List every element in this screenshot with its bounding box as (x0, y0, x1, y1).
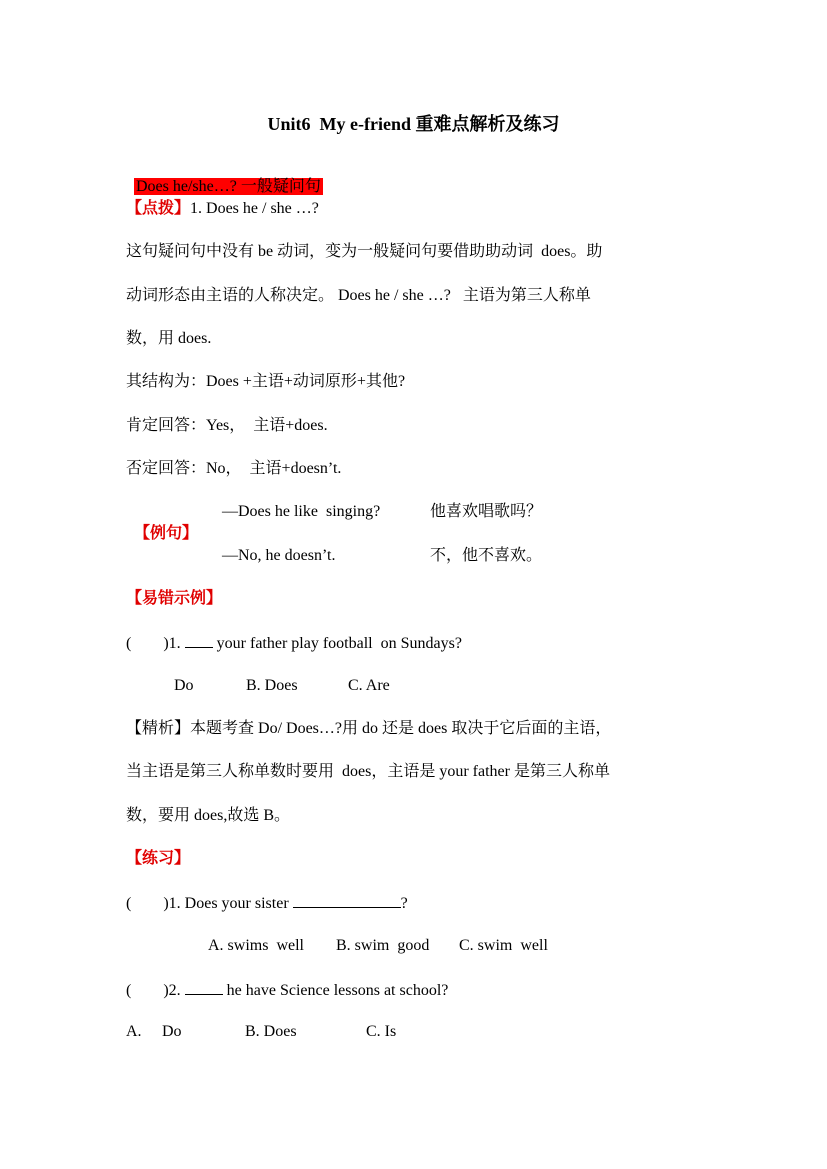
analysis-line-3: 数，要用 does,故选 B。 (126, 807, 291, 824)
tips-line (126, 198, 319, 220)
mistake-option-c: C. Are (348, 677, 390, 694)
mistake-option-a: Do (174, 677, 194, 694)
document-title: Unit6 My e-friend 重难点解析及练习 (267, 114, 560, 134)
tips-text: 1. Does he / she …? (190, 200, 319, 217)
answer-blank (293, 891, 401, 908)
practice-q2-option-a-letter: A. (126, 1023, 142, 1040)
answer-blank (185, 631, 213, 648)
mistake-label (126, 588, 222, 610)
practice-q2-option-a: Do (162, 1023, 182, 1040)
practice-q1-end: ? (400, 895, 408, 912)
example-question-en: —Does he like singing? (222, 503, 381, 520)
mistake-question-prefix: ( )1. (126, 635, 181, 652)
practice-q1-option-b: B. swim good (336, 937, 430, 954)
mistake-label-text: 【易错示例】 (126, 590, 223, 607)
practice-label-text: 【练习】 (126, 850, 191, 867)
practice-question-1 (126, 891, 408, 915)
analysis-line-2: 当主语是第三人称单数时要用 does，主语是 your father 是第三人称单 (126, 763, 610, 780)
analysis-label: 【精析】 (126, 720, 191, 737)
example-label: 【例句】 (134, 525, 199, 542)
example-question-cn: 他喜欢唱歌吗？ (430, 503, 543, 520)
practice-question-2 (126, 978, 448, 1002)
practice-q2-option-c: C. Is (366, 1023, 397, 1040)
tips-paragraph-2: 动词形态由主语的人称决定。 Does he / she …? 主语为第三人称单 (126, 287, 591, 304)
mistake-question (126, 631, 462, 655)
negative-line: 否定回答：No， 主语+doesn’t. (126, 460, 342, 477)
practice-q2-prefix: ( )2. (126, 982, 181, 999)
example-answer-en: —No, he doesn’t. (222, 547, 336, 564)
section-heading-highlight: Does he/she…? 一般疑问句 (136, 178, 321, 195)
practice-q1-option-c: C. swim well (459, 937, 548, 954)
practice-q2-option-b: B. Does (245, 1023, 297, 1040)
analysis-text-1: 本题考查 Do/ Does…?用 do 还是 does 取决于它后面的主语， (190, 720, 612, 737)
practice-q1-option-a: A. swims well (208, 937, 304, 954)
affirmative-line: 肯定回答：Yes， 主语+does. (126, 417, 328, 434)
practice-q2-text: he have Science lessons at school? (226, 982, 449, 999)
example-answer-cn: 不，他不喜欢。 (430, 547, 543, 564)
answer-blank (185, 978, 223, 995)
example-question-line (126, 501, 198, 545)
practice-q1-prefix: ( )1. Does your sister (126, 895, 289, 912)
structure-line: 其结构为：Does +主语+动词原形+其他? (126, 373, 406, 390)
analysis-line-1 (126, 718, 611, 740)
practice-label (126, 848, 190, 870)
tips-label: 【点拨】 (126, 200, 191, 217)
section-heading (126, 154, 323, 198)
mistake-option-b: B. Does (246, 677, 298, 694)
tips-paragraph-1: 这句疑问句中没有 be 动词，变为一般疑问句要借助助动词 does。助 (126, 243, 603, 260)
mistake-question-text: your father play football on Sundays? (216, 635, 462, 652)
tips-paragraph-3: 数，用 does. (126, 330, 212, 347)
